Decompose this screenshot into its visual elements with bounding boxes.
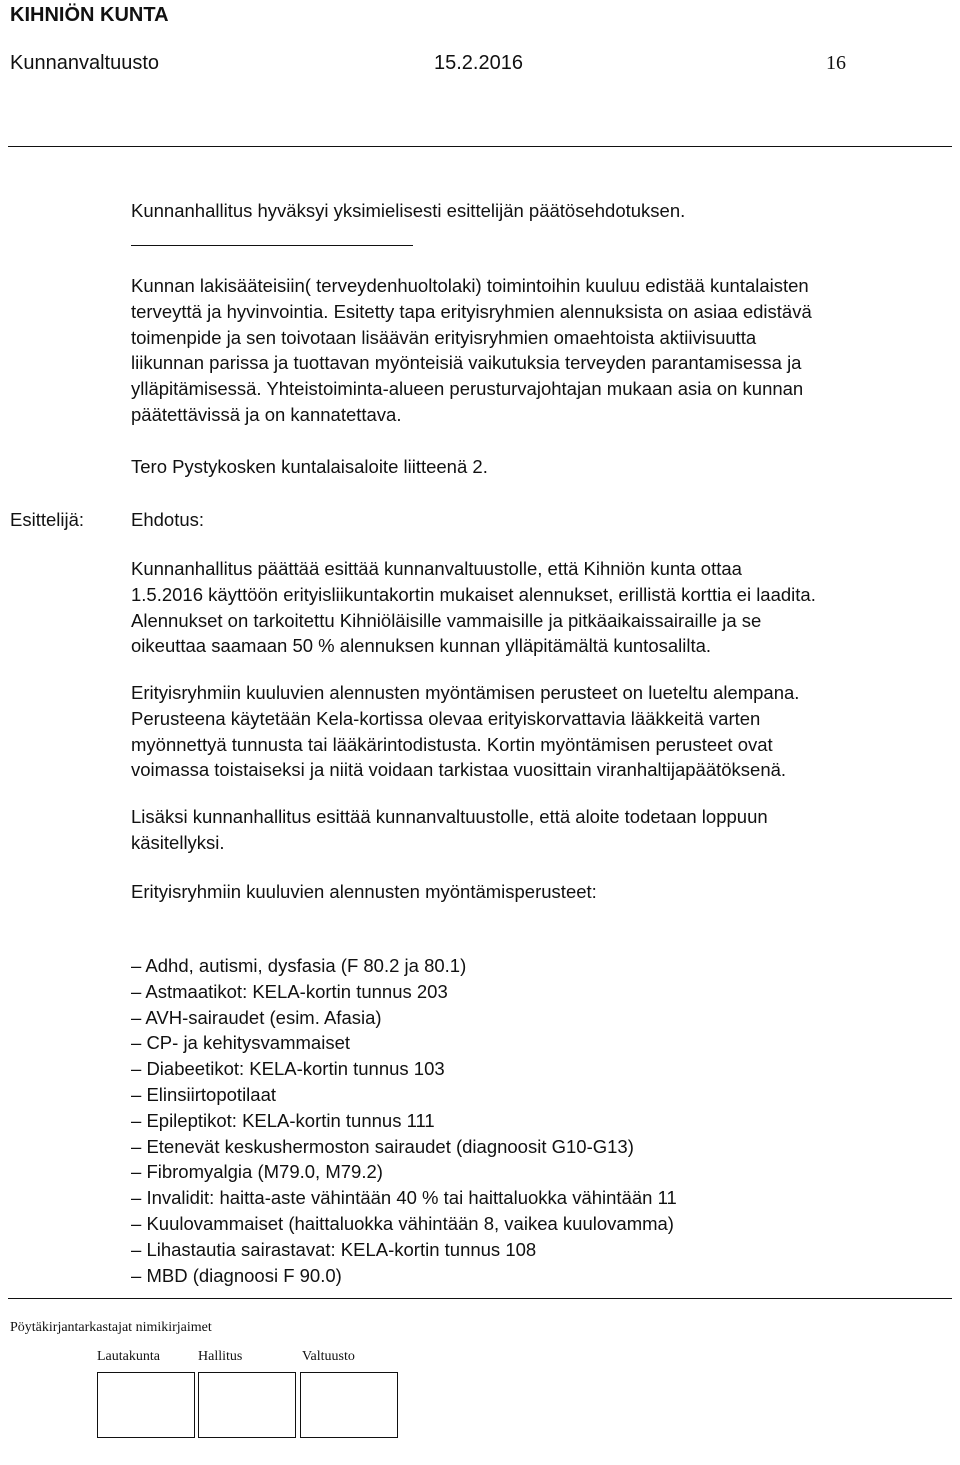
list-item	[131, 1134, 677, 1160]
text-line: liikunnan parissa ja tuottavan myönteisiä vaikutuksia terveyden parantamisessa ja	[131, 352, 802, 374]
meeting-date: 15.2.2016	[434, 52, 523, 74]
text-line: Perusteena käytetään Kela-kortissa olevaa erityiskorvattavia lääkkeitä varten	[131, 707, 761, 729]
list-item-text: Invalidit: haitta-aste vähintään 40 % tai haittaluokka vähintään 11	[146, 1187, 677, 1209]
separator-line	[131, 245, 413, 246]
initials-box-council	[300, 1372, 398, 1438]
presenter-label: Esittelijä:	[10, 509, 85, 530]
attachment-note: Tero Pystykosken kuntalaisaloite liitteenä 2.	[131, 456, 488, 477]
text-line: Kunnanhallitus päättää esittää kunnanvaltuustolle, että Kihniön kunta ottaa	[131, 558, 742, 579]
footer-label-council: Valtuusto	[302, 1349, 355, 1364]
dash-bullet: –	[131, 1058, 142, 1080]
justification-paragraph	[131, 273, 812, 428]
dash-bullet: –	[131, 1238, 142, 1260]
initials-box-government	[198, 1372, 296, 1438]
list-item	[131, 1263, 677, 1289]
text-line: myönnettyä tunnusta tai lääkärintodistusta. Kortin myöntämisen perusteet ovat	[131, 733, 773, 755]
list-item-text: AVH-sairaudet (esim. Afasia)	[145, 1006, 382, 1028]
initials-box-board	[97, 1372, 195, 1438]
dash-bullet: –	[131, 1187, 142, 1209]
footer-divider	[8, 1298, 952, 1299]
page-number: 16	[826, 52, 846, 74]
dash-bullet: –	[131, 1109, 142, 1131]
dash-bullet: –	[131, 1032, 142, 1054]
text-line: toimenpide ja sen toivotaan lisäävän erityisryhmien omaehtoista aktiivisuutta	[131, 326, 757, 348]
closing-paragraph	[131, 804, 768, 856]
criteria-basis-paragraph	[131, 680, 799, 783]
list-item	[131, 1030, 677, 1056]
list-item-text: CP- ja kehitysvammaiset	[146, 1032, 350, 1054]
dash-bullet: –	[131, 1161, 142, 1183]
text-line: päätettävissä ja on kannatettava.	[131, 403, 402, 425]
list-item	[131, 1237, 677, 1263]
list-item	[131, 1185, 677, 1211]
body-name: Kunnanvaltuusto	[10, 52, 160, 74]
dash-bullet: –	[131, 1083, 142, 1105]
list-item	[131, 1056, 677, 1082]
dash-bullet: –	[131, 1135, 142, 1157]
dash-bullet: –	[131, 1006, 142, 1028]
criteria-list	[131, 953, 677, 1288]
dash-bullet: –	[131, 1264, 142, 1286]
list-item-text: MBD (diagnoosi F 90.0)	[146, 1264, 342, 1286]
header-divider	[8, 146, 952, 147]
list-item	[131, 953, 677, 979]
text-line: Lisäksi kunnanhallitus esittää kunnanvaltuustolle, että aloite todetaan loppuun	[131, 806, 768, 827]
organization-name: KIHNIÖN KUNTA	[10, 4, 169, 26]
footer-label-board: Lautakunta	[97, 1349, 160, 1364]
list-item-text: Lihastautia sairastavat: KELA-kortin tunnus 108	[146, 1238, 537, 1260]
text-line: voimassa toistaiseksi ja niitä voidaan tarkistaa vuosittain viranhaltijapäätöksenä.	[131, 759, 787, 781]
list-item-text: Astmaatikot: KELA-kortin tunnus 203	[145, 980, 448, 1002]
list-item-text: Epileptikot: KELA-kortin tunnus 111	[146, 1109, 435, 1131]
text-line: oikeuttaa saamaan 50 % alennuksen kunnan ylläpitämältä kuntosalilta.	[131, 635, 712, 657]
list-item	[131, 979, 677, 1005]
text-line: 1.5.2016 käyttöön erityisliikuntakortin mukaiset alennukset, erillistä korttia ei laadita.	[131, 583, 816, 605]
decision-paragraph: Kunnanhallitus hyväksyi yksimielisesti esittelijän päätösehdotuksen.	[131, 200, 686, 221]
list-item	[131, 1108, 677, 1134]
list-item-text: Fibromyalgia (M79.0, M79.2)	[146, 1161, 383, 1183]
text-line: terveyttä ja hyvinvointia. Esitetty tapa erityisryhmien alennuksista on asiaa edistävä	[131, 300, 812, 322]
list-item	[131, 1159, 677, 1185]
list-item	[131, 1005, 677, 1031]
list-item-text: Elinsiirtopotilaat	[146, 1083, 277, 1105]
list-item-text: Kuulovammaiset (haittaluokka vähintään 8, vaikea kuulovamma)	[146, 1212, 674, 1234]
text-line: Erityisryhmiin kuuluvien alennusten myöntämisen perusteet on lueteltu alempana.	[131, 682, 800, 703]
proposal-paragraph	[131, 556, 816, 659]
list-item-text: Adhd, autismi, dysfasia (F 80.2 ja 80.1)	[145, 955, 467, 976]
text-line: ylläpitämisessä. Yhteistoiminta-alueen perusturvajohtajan mukaan asia on kunnan	[131, 378, 804, 400]
list-item-text: Etenevät keskushermoston sairaudet (diagnoosit G10-G13)	[146, 1135, 634, 1157]
dash-bullet: –	[131, 1212, 142, 1234]
dash-bullet: –	[131, 955, 142, 976]
list-item	[131, 1082, 677, 1108]
text-line: Kunnan lakisääteisiin( terveydenhuoltolaki) toimintoihin kuuluu edistää kuntalaisten	[131, 275, 809, 296]
list-item	[131, 1211, 677, 1237]
criteria-heading: Erityisryhmiin kuuluvien alennusten myöntämisperusteet:	[131, 881, 597, 902]
text-line: käsitellyksi.	[131, 831, 225, 853]
footer-title: Pöytäkirjantarkastajat nimikirjaimet	[10, 1320, 212, 1335]
text-line: Alennukset on tarkoitettu Kihniöläisille vammaisille ja pitkäaikaissairaille ja se	[131, 609, 762, 631]
proposal-label: Ehdotus:	[131, 509, 205, 530]
dash-bullet: –	[131, 980, 142, 1002]
footer-label-government: Hallitus	[198, 1349, 243, 1364]
list-item-text: Diabeetikot: KELA-kortin tunnus 103	[146, 1058, 445, 1080]
